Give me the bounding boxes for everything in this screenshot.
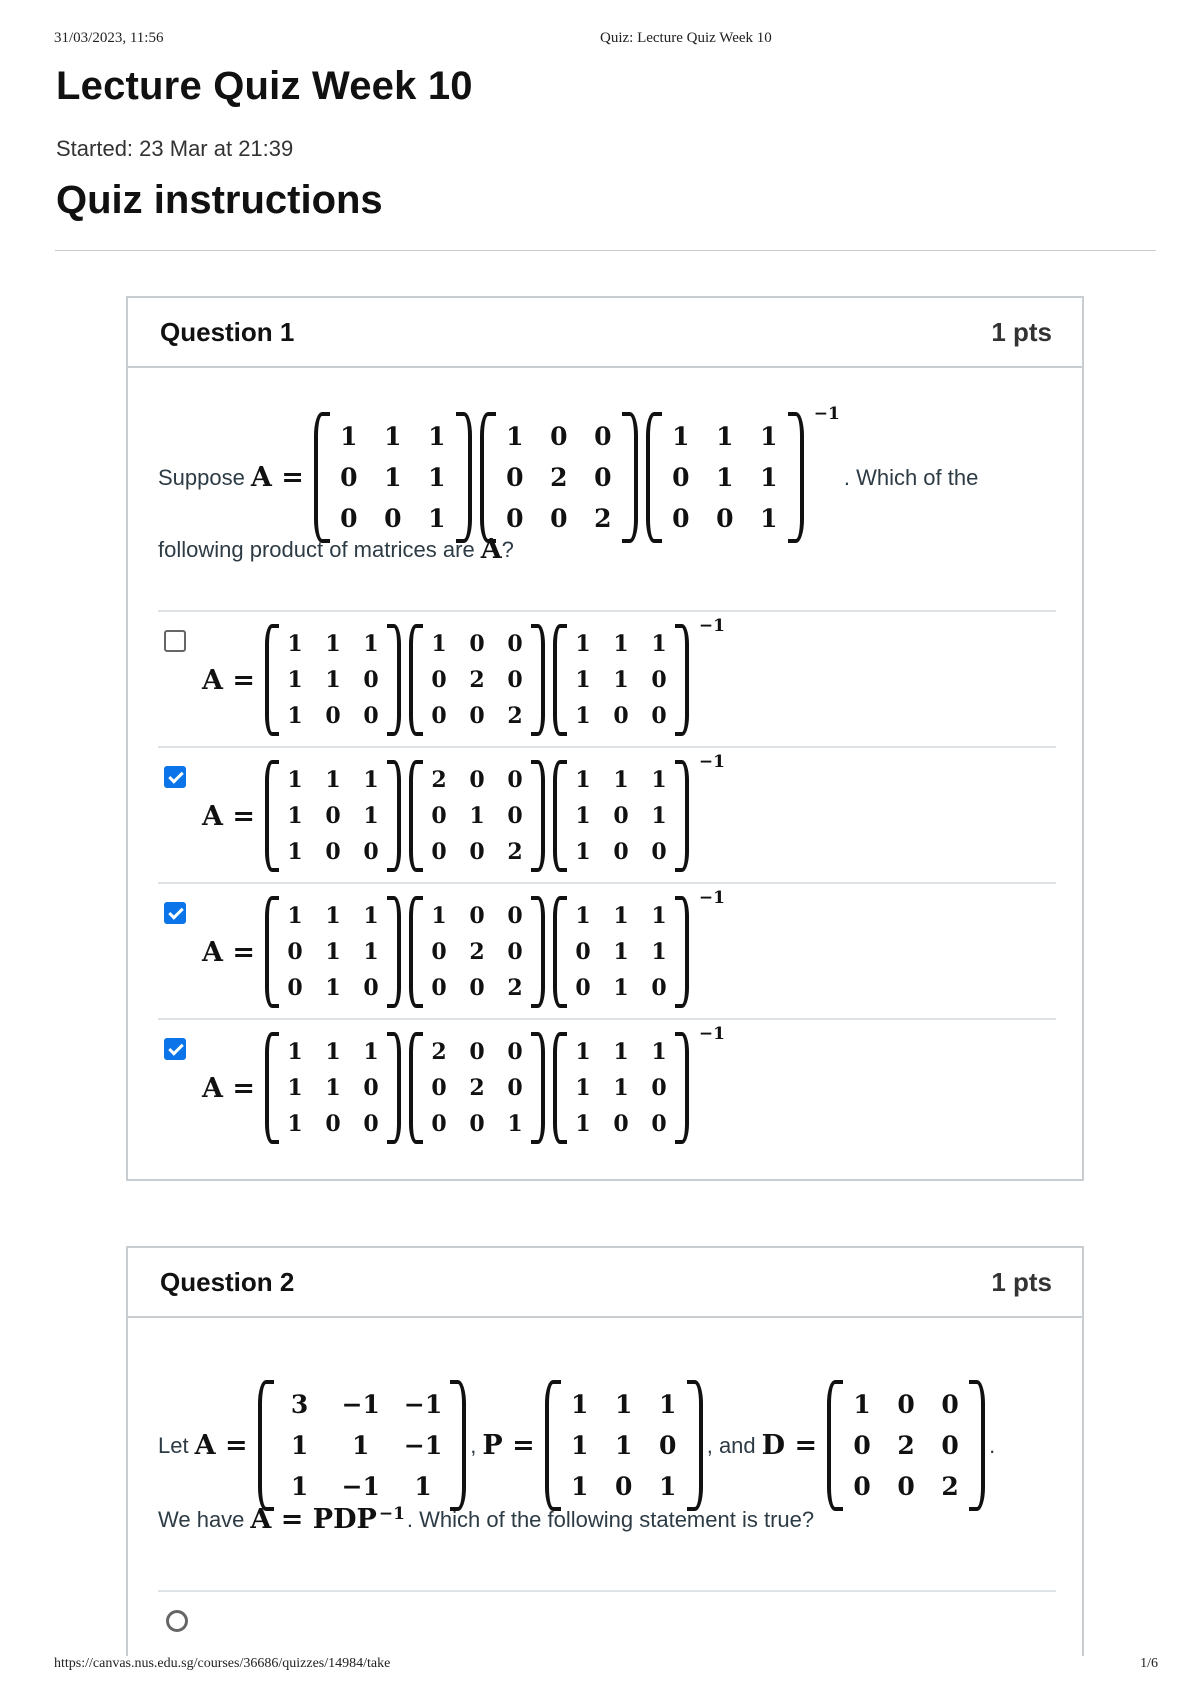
matrix-d <box>827 1380 985 1511</box>
matrix-grid <box>843 1380 969 1511</box>
answer-expression <box>196 1024 725 1144</box>
matrix-entry: 1 <box>659 1472 677 1501</box>
matrix-entry: 1 <box>651 903 667 929</box>
matrix-entry: 1 <box>363 803 379 829</box>
matrix-entry: 0 <box>651 975 667 1001</box>
matrix-entry: 0 <box>507 767 523 793</box>
matrix-entry: 1 <box>760 422 778 451</box>
matrix-grid <box>279 1032 387 1144</box>
matrix <box>265 896 401 1008</box>
math-a-equals: A = <box>194 1430 248 1461</box>
matrix <box>314 412 472 543</box>
left-paren <box>646 412 662 543</box>
left-paren <box>409 624 423 736</box>
matrix-entry: 0 <box>431 839 447 865</box>
matrix-entry: 0 <box>363 1111 379 1137</box>
matrix <box>409 896 545 1008</box>
matrix-entry: 1 <box>287 903 303 929</box>
matrix-entry: 0 <box>325 839 341 865</box>
question-1 <box>126 296 1084 1181</box>
right-paren <box>675 624 689 736</box>
matrix-entry: 1 <box>352 1431 370 1460</box>
answer-checkbox[interactable] <box>164 1038 186 1060</box>
page-number: 1/6 <box>1140 1656 1158 1671</box>
matrix-entry: 1 <box>290 1472 309 1501</box>
answer-option-4[interactable] <box>158 1018 1056 1154</box>
matrix-entry: 0 <box>594 463 612 492</box>
math-a-equals: A = <box>202 936 255 968</box>
inverse-superscript: −1 <box>698 888 725 908</box>
matrix-entry: 0 <box>469 839 485 865</box>
matrix-entry: 1 <box>613 975 629 1001</box>
page-url: https://canvas.nus.edu.sg/courses/36686/quizzes/14984/take <box>54 1656 391 1671</box>
matrix-entry: 0 <box>287 939 303 965</box>
matrix-entry: 1 <box>716 463 734 492</box>
matrix-entry: 1 <box>469 803 485 829</box>
matrix-entry: 2 <box>469 1075 485 1101</box>
left-paren <box>258 1380 274 1511</box>
matrix-entry: 1 <box>651 631 667 657</box>
matrix-grid <box>423 1032 531 1144</box>
stem-text: . <box>989 1432 996 1458</box>
matrix-grid <box>662 412 788 543</box>
matrix-entry: 1 <box>363 631 379 657</box>
matrix <box>265 624 401 736</box>
matrix-entry: 0 <box>613 703 629 729</box>
question-points: 1 pts <box>991 317 1052 347</box>
inverse-superscript: −1 <box>813 404 840 424</box>
matrix-entry: 2 <box>431 767 447 793</box>
matrix-entry: 2 <box>507 839 523 865</box>
matrix-entry: 0 <box>431 939 447 965</box>
matrix-entry: 1 <box>575 903 591 929</box>
matrix-entry: 1 <box>287 767 303 793</box>
matrix-entry: 0 <box>941 1390 959 1419</box>
right-paren <box>450 1380 466 1511</box>
matrix-entry: 1 <box>325 1075 341 1101</box>
stem-text: . Which of the following statement is true? <box>406 1506 815 1532</box>
matrix-entry: 0 <box>651 839 667 865</box>
matrix-entry: 1 <box>575 1039 591 1065</box>
matrix-entry: 1 <box>613 767 629 793</box>
question-header <box>128 298 1082 368</box>
matrix-entry: 0 <box>469 631 485 657</box>
left-paren <box>265 896 279 1008</box>
question-title: Question 1 <box>160 317 295 347</box>
left-paren <box>827 1380 843 1511</box>
matrix-entry: 0 <box>469 975 485 1001</box>
matrix-entry: 0 <box>613 803 629 829</box>
matrix-grid <box>561 1380 687 1511</box>
matrix-grid <box>423 896 531 1008</box>
right-paren <box>387 896 401 1008</box>
matrix-entry: 1 <box>414 1472 432 1501</box>
matrix-entry: 1 <box>613 903 629 929</box>
matrix-entry: 0 <box>716 504 734 533</box>
math-a-equals: A = <box>202 1072 255 1104</box>
divider <box>55 250 1156 251</box>
matrix-entry: 1 <box>853 1390 871 1419</box>
matrix-entry: 1 <box>575 703 591 729</box>
matrix-entry: 3 <box>290 1390 309 1419</box>
answer-option-2[interactable] <box>158 746 1056 882</box>
matrix-entry: 1 <box>384 422 402 451</box>
stem-text: Suppose <box>158 464 245 490</box>
right-paren <box>675 760 689 872</box>
answer-expression <box>196 752 725 872</box>
matrix-entry: 1 <box>290 1431 309 1460</box>
matrix-entry: 0 <box>431 1111 447 1137</box>
matrix-grid <box>567 896 675 1008</box>
math-a-equals-pdp: A = PDP <box>250 1504 377 1535</box>
matrix-entry: 1 <box>287 703 303 729</box>
matrix-entry: 2 <box>941 1472 959 1501</box>
matrix-grid <box>330 412 456 543</box>
matrix-entry: 1 <box>575 667 591 693</box>
print-date: 31/03/2023, 11:56 <box>54 30 164 46</box>
stem-text: , <box>470 1432 477 1458</box>
matrix-entry: 0 <box>469 1039 485 1065</box>
question-stem-line2 <box>158 1504 814 1535</box>
matrix-entry: 1 <box>575 631 591 657</box>
matrix-entry: 2 <box>897 1431 915 1460</box>
matrix-entry: 1 <box>659 1390 677 1419</box>
matrix-entry: 2 <box>507 975 523 1001</box>
matrix-entry: 0 <box>575 939 591 965</box>
question-title: Question 2 <box>160 1267 295 1297</box>
left-paren <box>545 1380 561 1511</box>
inverse-superscript: −1 <box>698 752 725 772</box>
matrix-entry: 0 <box>506 463 524 492</box>
matrix-entry: 0 <box>363 839 379 865</box>
matrix-entry: 1 <box>325 631 341 657</box>
stem-text: . Which of the <box>843 464 979 490</box>
math-a-equals: A = <box>202 800 255 832</box>
left-paren <box>480 412 496 543</box>
matrix-entry: 1 <box>363 939 379 965</box>
matrix-entry: 0 <box>363 667 379 693</box>
left-paren <box>409 1032 423 1144</box>
matrix-entry: 1 <box>363 903 379 929</box>
right-paren <box>622 412 638 543</box>
matrix-entry: 1 <box>506 422 524 451</box>
matrix-grid <box>279 624 387 736</box>
answer-checkbox[interactable] <box>164 766 186 788</box>
matrix-entry: 0 <box>431 703 447 729</box>
matrix-entry: 1 <box>384 463 402 492</box>
matrix-entry: 0 <box>507 667 523 693</box>
question-stem-line2 <box>158 534 514 565</box>
matrix-a <box>258 1380 467 1511</box>
matrix-grid <box>274 1380 451 1511</box>
matrix-entry: 0 <box>651 703 667 729</box>
matrix-entry: 0 <box>550 422 568 451</box>
question-stem <box>158 1380 995 1511</box>
right-paren <box>675 1032 689 1144</box>
matrix-entry: 1 <box>325 767 341 793</box>
left-paren <box>553 760 567 872</box>
matrix-entry: 1 <box>575 839 591 865</box>
matrix <box>409 624 545 736</box>
matrix-entry: 0 <box>325 703 341 729</box>
matrix-entry: 1 <box>363 767 379 793</box>
matrix-entry: 1 <box>613 939 629 965</box>
matrix <box>646 404 840 543</box>
left-paren <box>265 760 279 872</box>
matrix-entry: 1 <box>613 1075 629 1101</box>
matrix-entry: 1 <box>428 463 446 492</box>
matrix-entry: 0 <box>431 975 447 1001</box>
matrix-entry: 0 <box>325 803 341 829</box>
inverse-superscript: −1 <box>698 616 725 636</box>
matrix-entry: 1 <box>363 1039 379 1065</box>
right-paren <box>531 1032 545 1144</box>
math-a: A <box>480 534 502 565</box>
matrix-entry: 2 <box>550 463 568 492</box>
matrix-entry: 1 <box>575 1111 591 1137</box>
answer-checkbox[interactable] <box>164 630 186 652</box>
math-p-equals: P = <box>482 1430 535 1461</box>
matrix-entry: 1 <box>340 422 358 451</box>
matrix <box>553 752 725 872</box>
matrix-entry: 0 <box>897 1390 915 1419</box>
matrix-entry: 1 <box>575 1075 591 1101</box>
matrix-entry: 0 <box>384 504 402 533</box>
matrix-entry: 2 <box>431 1039 447 1065</box>
left-paren <box>409 760 423 872</box>
matrix-entry: 0 <box>853 1472 871 1501</box>
matrix-grid <box>279 760 387 872</box>
matrix-entry: 0 <box>613 1111 629 1137</box>
matrix <box>265 1032 401 1144</box>
matrix-grid <box>423 760 531 872</box>
matrix-entry: 1 <box>287 1111 303 1137</box>
matrix-entry: 0 <box>507 803 523 829</box>
matrix-entry: 0 <box>507 1039 523 1065</box>
matrix-entry: 1 <box>325 939 341 965</box>
matrix-entry: 0 <box>651 1075 667 1101</box>
right-paren <box>687 1380 703 1511</box>
matrix-entry: 1 <box>571 1431 589 1460</box>
matrix <box>553 1024 725 1144</box>
matrix-entry: 0 <box>340 463 358 492</box>
left-paren <box>553 1032 567 1144</box>
matrix-entry: 1 <box>760 463 778 492</box>
matrix-entry: 1 <box>287 1039 303 1065</box>
matrix-entry: 1 <box>651 803 667 829</box>
matrix-entry: 0 <box>469 767 485 793</box>
matrix-entry: 0 <box>897 1472 915 1501</box>
matrix <box>409 760 545 872</box>
quiz-instructions-heading: Quiz instructions <box>56 178 383 222</box>
matrix-entry: 2 <box>507 703 523 729</box>
matrix-entry: 0 <box>507 903 523 929</box>
answer-option-3[interactable] <box>158 882 1056 1018</box>
matrix-entry: 0 <box>507 631 523 657</box>
right-paren <box>456 412 472 543</box>
matrix-entry: 1 <box>575 767 591 793</box>
matrix-entry: 1 <box>287 631 303 657</box>
matrix <box>409 1032 545 1144</box>
matrix-p <box>545 1380 703 1511</box>
right-paren <box>387 624 401 736</box>
matrix-grid <box>567 1032 675 1144</box>
matrix-entry: 2 <box>469 939 485 965</box>
matrix <box>553 888 725 1008</box>
matrix <box>553 616 725 736</box>
question-2 <box>126 1246 1084 1656</box>
matrix-entry: −1 <box>341 1390 380 1419</box>
matrix-entry: 2 <box>594 504 612 533</box>
matrix-entry: 0 <box>672 504 690 533</box>
matrix-entry: 1 <box>575 803 591 829</box>
stem-text: , and <box>706 1432 756 1458</box>
right-paren <box>387 760 401 872</box>
matrix-entry: 0 <box>672 463 690 492</box>
right-paren <box>531 760 545 872</box>
matrix-entry: 0 <box>363 1075 379 1101</box>
matrix-entry: 1 <box>716 422 734 451</box>
stem-text: following product of matrices are <box>158 536 475 562</box>
print-page-title: Quiz: Lecture Quiz Week 10 <box>600 30 772 46</box>
matrix-entry: 1 <box>287 667 303 693</box>
left-paren <box>265 1032 279 1144</box>
matrix-entry: 1 <box>287 839 303 865</box>
right-paren <box>969 1380 985 1511</box>
matrix <box>480 412 638 543</box>
matrix-entry: 1 <box>571 1390 589 1419</box>
matrix-grid <box>279 896 387 1008</box>
matrix-grid <box>567 624 675 736</box>
print-header <box>54 30 1158 50</box>
matrix-entry: 0 <box>651 667 667 693</box>
question-points: 1 pts <box>991 1267 1052 1297</box>
math-d-equals: D = <box>761 1430 818 1461</box>
matrix-entry: 1 <box>760 504 778 533</box>
matrix-entry: 1 <box>325 667 341 693</box>
quiz-title: Lecture Quiz Week 10 <box>56 64 473 108</box>
matrix-entry: 1 <box>672 422 690 451</box>
matrix-grid <box>567 760 675 872</box>
stem-text: We have <box>158 1506 245 1532</box>
matrix-entry: 1 <box>613 667 629 693</box>
print-footer <box>54 1656 1158 1676</box>
right-paren <box>531 896 545 1008</box>
matrix <box>265 760 401 872</box>
left-paren <box>409 896 423 1008</box>
right-paren <box>531 624 545 736</box>
left-paren <box>314 412 330 543</box>
matrix-entry: 1 <box>615 1431 633 1460</box>
matrix-entry: 1 <box>651 939 667 965</box>
right-paren <box>788 412 804 543</box>
matrix-entry: 0 <box>941 1431 959 1460</box>
matrix-entry: 1 <box>431 903 447 929</box>
answer-option-1[interactable] <box>158 610 1056 746</box>
math-a-equals: A = <box>202 664 255 696</box>
matrix-entry: 0 <box>651 1111 667 1137</box>
matrix-entry: 0 <box>325 1111 341 1137</box>
answer-expression <box>196 616 725 736</box>
matrix-entry: 0 <box>853 1431 871 1460</box>
matrix-entry: 1 <box>325 1039 341 1065</box>
matrix-entry: 0 <box>469 703 485 729</box>
answer-checkbox[interactable] <box>164 902 186 924</box>
matrix-entry: 1 <box>615 1390 633 1419</box>
matrix-entry: 0 <box>550 504 568 533</box>
math-a-equals: A = <box>250 462 304 493</box>
quiz-started-time: Started: 23 Mar at 21:39 <box>56 136 294 161</box>
matrix-entry: 0 <box>363 975 379 1001</box>
matrix-entry: 1 <box>651 1039 667 1065</box>
matrix-entry: 1 <box>613 1039 629 1065</box>
matrix-entry: 1 <box>287 803 303 829</box>
right-paren <box>387 1032 401 1144</box>
question-stem <box>158 404 979 543</box>
matrix-entry: 0 <box>507 1075 523 1101</box>
matrix-entry: 0 <box>431 803 447 829</box>
matrix-entry: 1 <box>507 1111 523 1137</box>
matrix-entry: 1 <box>613 631 629 657</box>
matrix-entry: 0 <box>363 703 379 729</box>
matrix-entry: 1 <box>325 903 341 929</box>
matrix-entry: −1 <box>403 1390 443 1419</box>
left-paren <box>553 624 567 736</box>
matrix-entry: 0 <box>594 422 612 451</box>
inverse-superscript: −1 <box>378 1504 405 1524</box>
matrix-entry: 0 <box>469 1111 485 1137</box>
matrix-entry: 1 <box>428 504 446 533</box>
left-paren <box>553 896 567 1008</box>
stem-text: Let <box>158 1432 189 1458</box>
matrix-entry: 0 <box>507 939 523 965</box>
matrix-entry: 1 <box>431 631 447 657</box>
matrix-entry: 1 <box>325 975 341 1001</box>
matrix-entry: −1 <box>341 1472 380 1501</box>
matrix-entry: 0 <box>340 504 358 533</box>
matrix-entry: −1 <box>403 1431 443 1460</box>
matrix-entry: 0 <box>659 1431 677 1460</box>
stem-text: ? <box>501 536 514 562</box>
answer-list <box>158 1590 1056 1656</box>
matrix-entry: 0 <box>613 839 629 865</box>
question-header <box>128 1248 1082 1318</box>
matrix-entry: 1 <box>287 1075 303 1101</box>
matrix-grid <box>496 412 622 543</box>
matrix-entry: 0 <box>575 975 591 1001</box>
answer-expression <box>196 888 725 1008</box>
answer-radio[interactable] <box>166 1610 188 1632</box>
matrix-entry: 1 <box>651 767 667 793</box>
matrix-entry: 0 <box>615 1472 633 1501</box>
matrix-entry: 0 <box>431 667 447 693</box>
matrix-grid <box>423 624 531 736</box>
left-paren <box>265 624 279 736</box>
matrix-entry: 0 <box>287 975 303 1001</box>
matrix-entry: 0 <box>431 1075 447 1101</box>
matrix-entry: 0 <box>506 504 524 533</box>
matrix-entry: 1 <box>571 1472 589 1501</box>
matrix-entry: 1 <box>428 422 446 451</box>
right-paren <box>675 896 689 1008</box>
answer-list <box>158 610 1056 1179</box>
matrix-entry: 2 <box>469 667 485 693</box>
matrix-entry: 0 <box>469 903 485 929</box>
inverse-superscript: −1 <box>698 1024 725 1044</box>
